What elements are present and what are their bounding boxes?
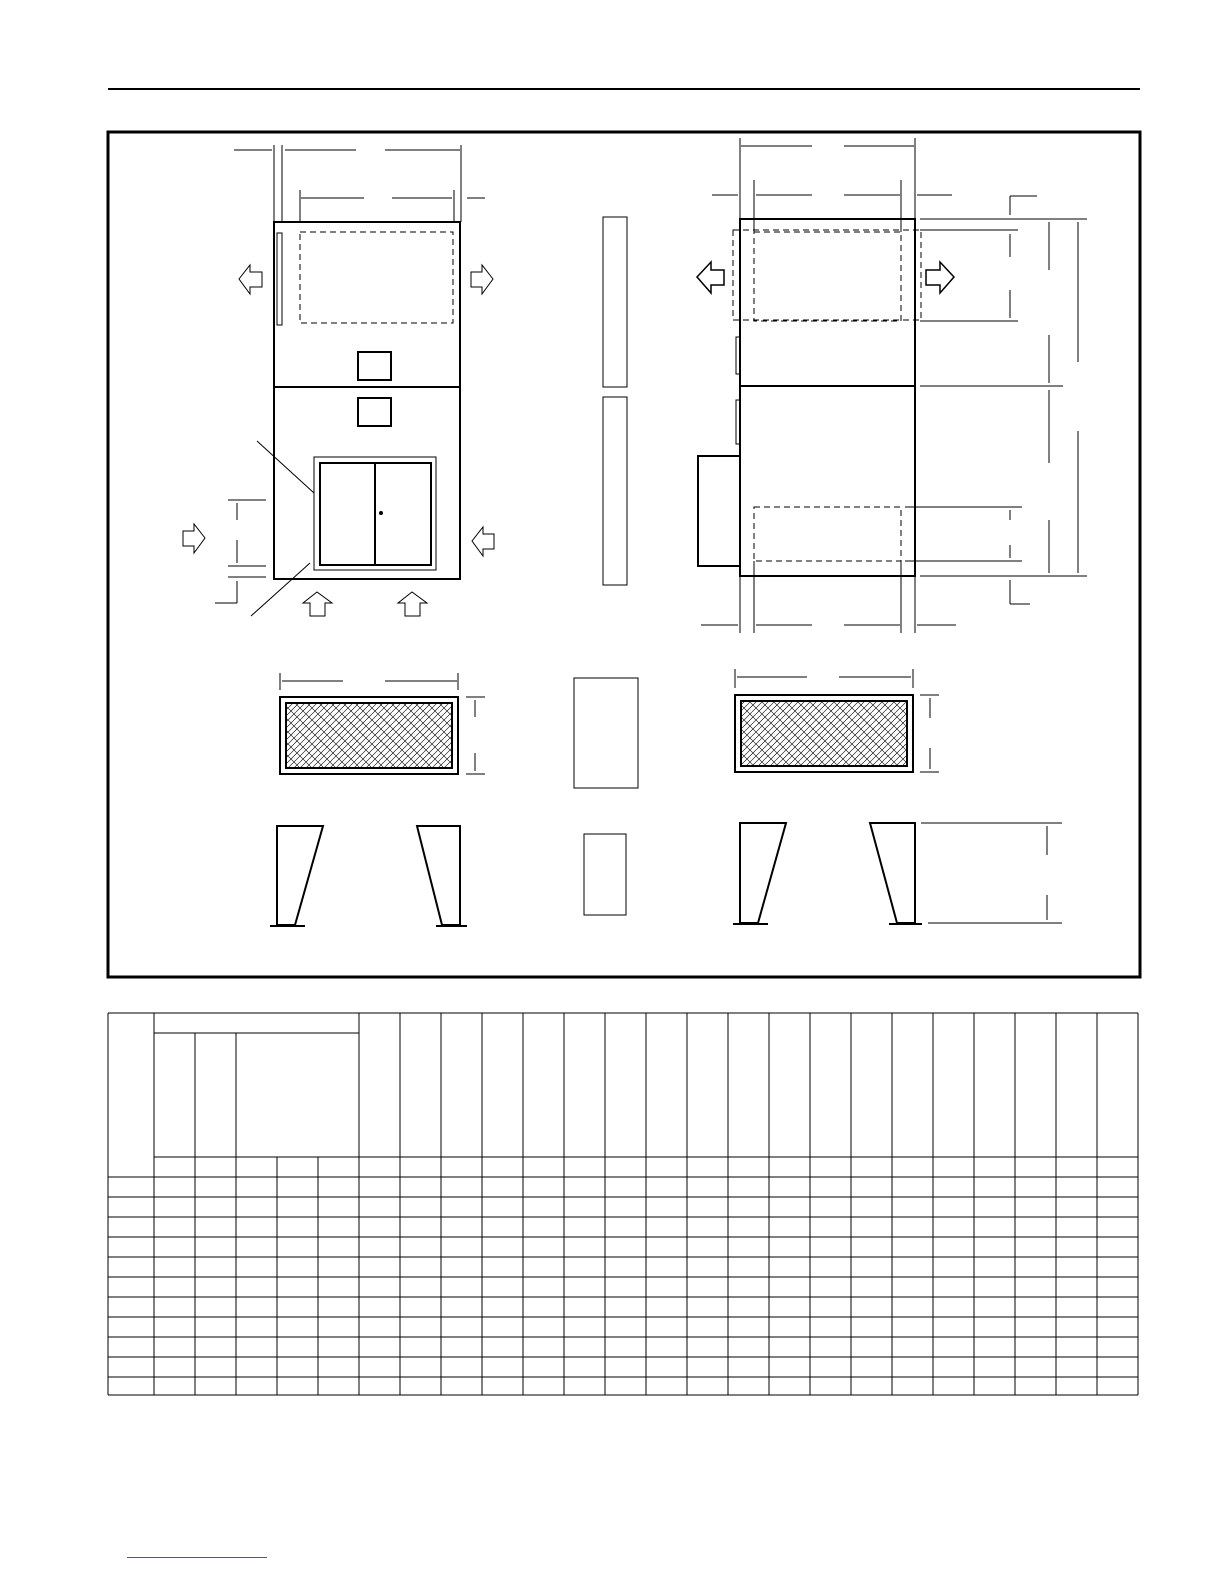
footer-link-underline bbox=[127, 1557, 267, 1558]
